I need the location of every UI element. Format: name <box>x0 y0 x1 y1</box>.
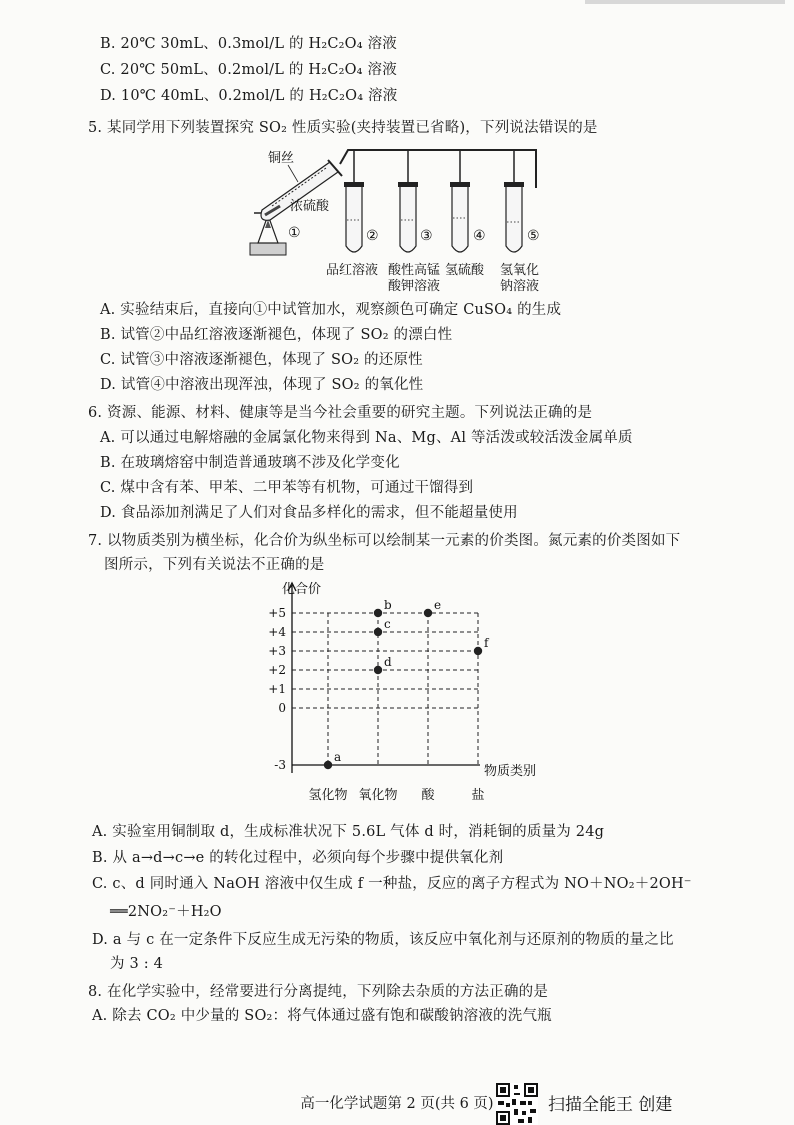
q7-stem-line2: 图所示，下列有关说法不正确的是 <box>104 557 325 573</box>
q6-stem: 6. 资源、能源、材料、健康等是当今社会重要的研究主题。下列说法正确的是 <box>88 405 593 421</box>
q5-apparatus-figure <box>240 140 560 300</box>
chart-y-tick-label: -3 <box>274 758 286 772</box>
chart-point-label: c <box>384 617 391 631</box>
chart-point-label: d <box>384 655 392 669</box>
q7-option-d: D. a 与 c 在一定条件下反应生成无污染的物质，该反应中氧化剂与还原剂的物质的量之比 <box>92 932 674 948</box>
tube-5 <box>504 150 540 252</box>
tube-3 <box>398 150 433 252</box>
q6-option-b: B. 在玻璃熔窑中制造普通玻璃不涉及化学变化 <box>100 455 400 471</box>
lamp-base <box>250 243 286 255</box>
chart-y-tick-label: +2 <box>268 663 286 677</box>
chart-y-tick-label: +4 <box>268 625 286 639</box>
chart-x-axis-label: 物质类别 <box>484 764 537 779</box>
q5-stem: 5. 某同学用下列装置探究 SO₂ 性质实验(夹持装置已省略)，下列说法错误的是 <box>88 120 598 136</box>
chart-y-tick-label: 0 <box>278 701 286 715</box>
chart-y-tick-label: +3 <box>268 644 286 658</box>
prev-option-b: B. 20℃ 30mL、0.3mol/L 的 H₂C₂O₄ 溶液 <box>100 36 397 52</box>
chart-y-tick-label: +5 <box>268 606 286 620</box>
scan-edge-bar <box>585 0 785 4</box>
q7-option-d-ratio: 为 3 : 4 <box>110 956 164 972</box>
q7-option-b: B. 从 a→d→c→e 的转化过程中，必须向每个步骤中提供氧化剂 <box>92 850 504 866</box>
q6-option-c: C. 煤中含有苯、甲苯、二甲苯等有机物，可通过干馏得到 <box>100 480 474 496</box>
caption-kmno4-2: 酸钾溶液 <box>388 279 441 294</box>
tube-1-number: ① <box>288 225 301 241</box>
caption-naoh-1: 氢氧化 <box>500 263 540 278</box>
chart-point-b <box>374 609 382 617</box>
chart-y-tick-label: +1 <box>268 682 286 696</box>
prev-option-d: D. 10℃ 40mL、0.2mol/L 的 H₂C₂O₄ 溶液 <box>100 88 398 104</box>
q6-option-a: A. 可以通过电解熔融的金属氯化物来得到 Na、Mg、Al 等活泼或较活泼金属单质 <box>100 430 633 446</box>
q7-option-c: C. c、d 同时通入 NaOH 溶液中仅生成 f 一种盐，反应的离子方程式为 NO＋NO₂＋2OH⁻ <box>92 876 692 892</box>
chart-y-axis-label: 化合价 <box>282 582 322 597</box>
q7-stem-line1: 7. 以物质类别为横坐标，化合价为纵坐标可以绘制某一元素的价类图。氮元素的价类图如下 <box>88 533 681 549</box>
caption-kmno4-1: 酸性高锰 <box>388 263 441 278</box>
chart-point-e <box>424 609 432 617</box>
q7-option-c-equation: ══2NO₂⁻＋H₂O <box>110 904 222 920</box>
chart-category-label: 酸 <box>421 788 435 803</box>
chart-point-label: e <box>434 598 442 612</box>
caption-h2s: 氢硫酸 <box>445 263 485 278</box>
q8-stem: 8. 在化学实验中，经常要进行分离提纯，下列除去杂质的方法正确的是 <box>88 984 549 1000</box>
q6-option-d: D. 食品添加剂满足了人们对食品多样化的需求，但不能超量使用 <box>100 505 518 521</box>
caption-pinhong: 品红溶液 <box>326 263 379 278</box>
caption-naoh-2: 钠溶液 <box>500 279 540 294</box>
chart-point-label: b <box>384 598 392 612</box>
chart-category-label: 盐 <box>471 788 485 803</box>
svg-text:④: ④ <box>473 228 486 244</box>
chart-point-label: a <box>334 750 342 764</box>
scanner-watermark: 扫描全能王 创建 <box>548 1095 673 1115</box>
chart-point-f <box>474 647 482 655</box>
page-footer: 高一化学试题第 2 页(共 6 页) <box>300 1096 494 1112</box>
chart-point-a <box>324 761 332 769</box>
svg-text:⑤: ⑤ <box>527 228 540 244</box>
q7-option-a: A. 实验室用铜制取 d，生成标准状况下 5.6L 气体 d 时，消耗铜的质量为 24g <box>92 824 605 840</box>
q8-option-a: A. 除去 CO₂ 中少量的 SO₂：将气体通过盛有饱和碳酸钠溶液的洗气瓶 <box>92 1008 552 1024</box>
chart-point-c <box>374 628 382 636</box>
q5-option-a: A. 实验结束后，直接向①中试管加水，观察颜色可确定 CuSO₄ 的生成 <box>100 302 562 318</box>
chart-point-label: f <box>484 636 489 650</box>
valence-chart <box>240 575 560 805</box>
svg-text:③: ③ <box>420 228 433 244</box>
svg-text:②: ② <box>366 228 379 244</box>
chart-category-label: 氢化物 <box>308 788 348 803</box>
tube-4 <box>450 150 486 252</box>
wire-label: 铜丝 <box>268 151 295 166</box>
qr-code-icon <box>496 1083 538 1125</box>
tube-2 <box>344 150 379 252</box>
chart-point-d <box>374 666 382 674</box>
q5-option-c: C. 试管③中溶液逐渐褪色，体现了 SO₂ 的还原性 <box>100 352 423 368</box>
q5-option-b: B. 试管②中品红溶液逐渐褪色，体现了 SO₂ 的漂白性 <box>100 327 453 343</box>
q5-option-d: D. 试管④中溶液出现浑浊，体现了 SO₂ 的氧化性 <box>100 377 424 393</box>
prev-option-c: C. 20℃ 50mL、0.2mol/L 的 H₂C₂O₄ 溶液 <box>100 62 397 78</box>
chart-category-label: 氧化物 <box>358 788 398 803</box>
acid-label: 浓硫酸 <box>290 199 330 214</box>
